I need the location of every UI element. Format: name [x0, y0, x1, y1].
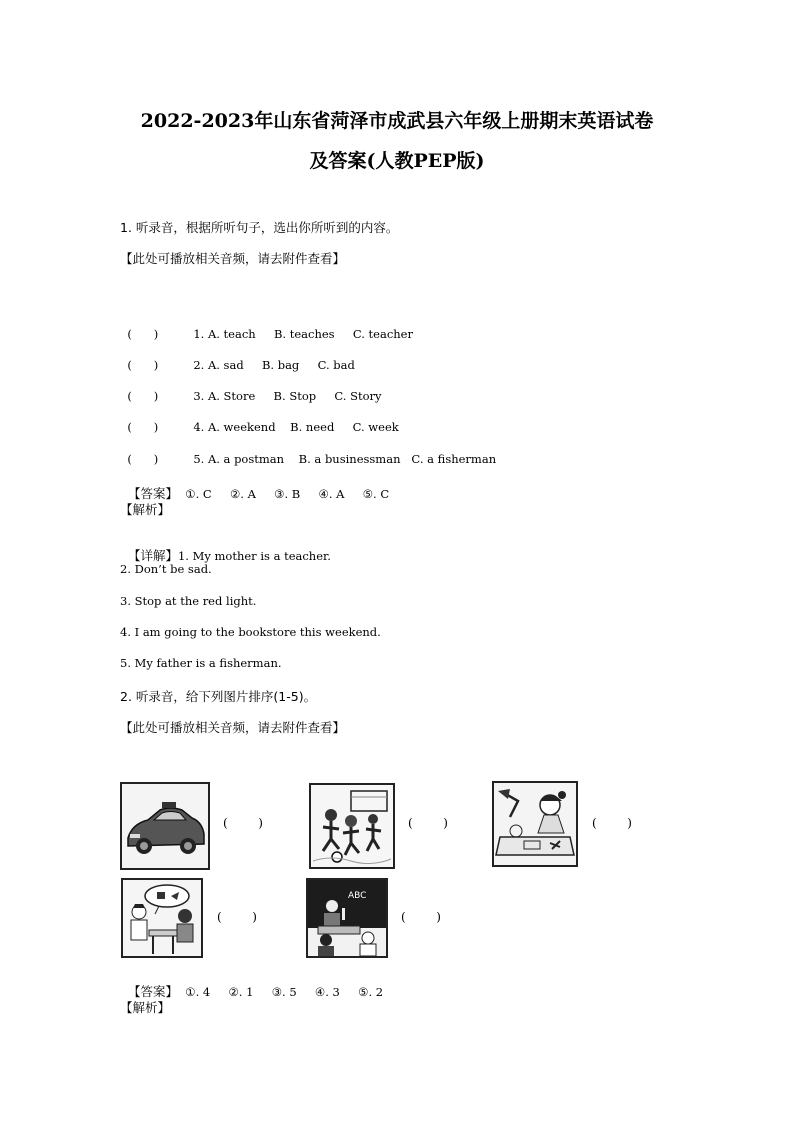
answer-blank[interactable]: ( )	[127, 389, 159, 403]
q1-item-1	[120, 313, 413, 341]
answer-blank[interactable]: ( )	[127, 358, 159, 372]
answer-label: 【答案】	[127, 984, 178, 999]
detail-text: 1. My mother is a teacher.	[177, 549, 331, 563]
answer-label: 【答案】	[127, 486, 178, 501]
picture-5-blank[interactable]: ( )	[401, 910, 441, 924]
page-title-line-2: 及答案(人教PEP版)	[309, 150, 485, 172]
q1-item-text: 4. A. weekend B. need C. week	[193, 420, 399, 434]
q2-prompt: 2. 听录音，给下列图片排序(1-5)。	[120, 689, 317, 704]
q1-detail-1	[120, 531, 331, 564]
taxi-car-picture	[120, 782, 210, 870]
q2-answer	[120, 967, 383, 1000]
picture-2-blank[interactable]: ( )	[408, 816, 448, 830]
q1-detail-4: 4. I am going to the bookstore this weekend.	[120, 625, 381, 639]
q1-item-4	[120, 406, 399, 434]
q1-analysis-label: 【解析】	[120, 502, 171, 517]
q2-audio-note: 【此处可播放相关音频，请去附件查看】	[120, 720, 346, 735]
answer-text: ①. 4 ②. 1 ③. 5 ④. 3 ⑤. 2	[177, 985, 384, 999]
q1-audio-note: 【此处可播放相关音频，请去附件查看】	[120, 251, 346, 266]
q1-item-3	[120, 375, 382, 403]
q1-item-text: 5. A. a postman B. a businessman C. a fisherman	[193, 452, 497, 466]
answer-blank[interactable]: ( )	[127, 420, 159, 434]
teacher-classroom-picture	[306, 878, 388, 958]
picture-4-blank[interactable]: ( )	[217, 910, 257, 924]
blackboard-text: ABC	[348, 891, 367, 901]
page-title-line-1: 2022-2023年山东省菏泽市成武县六年级上册期末英语试卷	[140, 110, 654, 132]
girl-at-desk-picture	[492, 781, 578, 867]
q1-answer	[120, 469, 389, 502]
q1-detail-5: 5. My father is a fisherman.	[120, 656, 282, 670]
q1-item-text: 2. A. sad B. bag C. bad	[193, 358, 355, 372]
q2-analysis-label: 【解析】	[120, 1000, 171, 1015]
answer-blank[interactable]: ( )	[127, 452, 159, 466]
children-playing-football-picture	[309, 783, 395, 869]
detail-label: 【详解】	[127, 548, 178, 563]
q1-item-5	[120, 438, 496, 466]
picture-3-blank[interactable]: ( )	[592, 816, 632, 830]
picture-1-blank[interactable]: ( )	[223, 816, 263, 830]
answer-blank[interactable]: ( )	[127, 327, 159, 341]
q1-item-text: 1. A. teach B. teaches C. teacher	[193, 327, 413, 341]
answer-text: ①. C ②. A ③. B ④. A ⑤. C	[177, 487, 390, 501]
q1-prompt: 1. 听录音，根据所听句子，选出你所听到的内容。	[120, 220, 399, 235]
q1-detail-3: 3. Stop at the red light.	[120, 594, 257, 608]
q1-detail-2: 2. Don’t be sad.	[120, 562, 212, 576]
q1-item-text: 3. A. Store B. Stop C. Story	[193, 389, 382, 403]
doctor-patient-picture	[121, 878, 203, 958]
q1-item-2	[120, 344, 355, 372]
